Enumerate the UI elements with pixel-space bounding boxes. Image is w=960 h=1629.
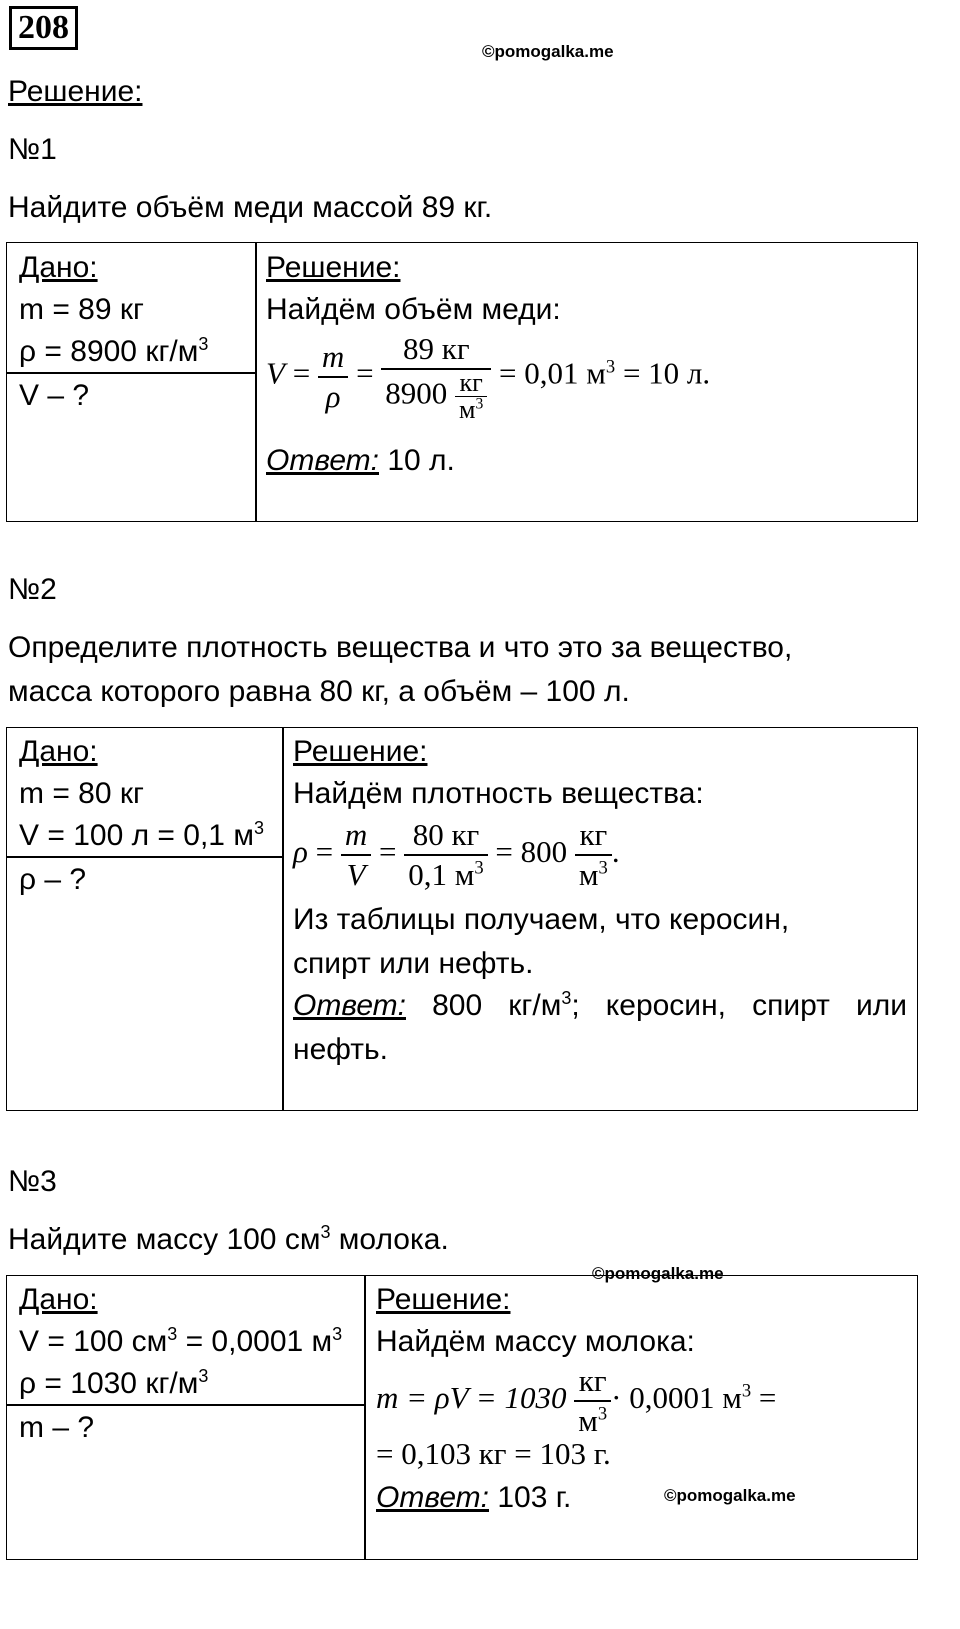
solution-title: Решение: bbox=[266, 251, 401, 284]
given-item: m = 80 кг bbox=[19, 777, 144, 810]
given-item: V = 100 $см^3 = 0,0001$ $м^3$ bbox=[19, 1324, 343, 1358]
solution-title: Решение: bbox=[376, 1283, 511, 1316]
given-item: ρ = 8900 $кг/м^3$ bbox=[19, 334, 209, 368]
given-title: Дано: bbox=[19, 735, 98, 768]
solution-intro: Найдём плотность вещества: bbox=[293, 777, 704, 810]
watermark: ©pomogalka.me bbox=[664, 1486, 796, 1505]
solution-intro: Найдём объём меди: bbox=[266, 293, 561, 326]
answer: Ответ: 103 г. bbox=[376, 1481, 572, 1514]
solution-intro: Найдём массу молока: bbox=[376, 1325, 695, 1358]
answer: Ответ: 800 $кг/м^3$; керосин, спирт или bbox=[293, 988, 907, 1022]
given-item: V = 100 л = 0,1 $м^3$ bbox=[19, 818, 264, 852]
given-item: m = 89 кг bbox=[19, 293, 144, 326]
task-statement: Найдите объём меди массой 89 кг. bbox=[8, 191, 493, 224]
formula-line2: = 0,103 кг = 103 г. bbox=[376, 1436, 611, 1471]
conclusion: Из таблицы получаем, что керосин, bbox=[293, 903, 790, 936]
task-statement: Найдите массу 100 $см^3$ молока. bbox=[8, 1222, 449, 1256]
problem-number: 208 bbox=[9, 6, 78, 50]
find-item: ρ – ? bbox=[19, 863, 87, 896]
task-label: №1 bbox=[8, 133, 57, 166]
formula: m = ρV = 1030 $\frac{кг}{м^3}$ · 0,0001 $м^3$ = bbox=[376, 1363, 777, 1438]
task-statement: масса которого равна 80 кг, а объём – 100 л. bbox=[8, 675, 630, 708]
formula: ρ = $\frac{m}{V}$ = $\frac{80 кг}{0,1 м^3}$ = 800 $\frac{кг}{м^3}$ . bbox=[293, 817, 620, 892]
find-item: V – ? bbox=[19, 379, 90, 412]
answer: нефть. bbox=[293, 1033, 388, 1066]
task-statement: Определите плотность вещества и что это за вещество, bbox=[8, 631, 793, 664]
given-item: ρ = 1030 $кг/м^3$ bbox=[19, 1366, 209, 1400]
task-label: №2 bbox=[8, 573, 57, 606]
solution-heading: Решение: bbox=[8, 75, 143, 108]
given-title: Дано: bbox=[19, 1283, 98, 1316]
conclusion: спирт или нефть. bbox=[293, 947, 534, 980]
solution-title: Решение: bbox=[293, 735, 428, 768]
given-title: Дано: bbox=[19, 251, 98, 284]
find-item: m – ? bbox=[19, 1411, 95, 1444]
answer: Ответ: 10 л. bbox=[266, 444, 455, 477]
task-label: №3 bbox=[8, 1165, 57, 1198]
watermark: ©pomogalka.me bbox=[482, 42, 614, 61]
watermark: ©pomogalka.me bbox=[592, 1264, 724, 1283]
formula: V = $\frac{m}{\rho}$ = 89 кг 8900 $\frac{кг}{м^3}$ = 0,01 $м^3 = 10$ л. bbox=[266, 331, 711, 424]
